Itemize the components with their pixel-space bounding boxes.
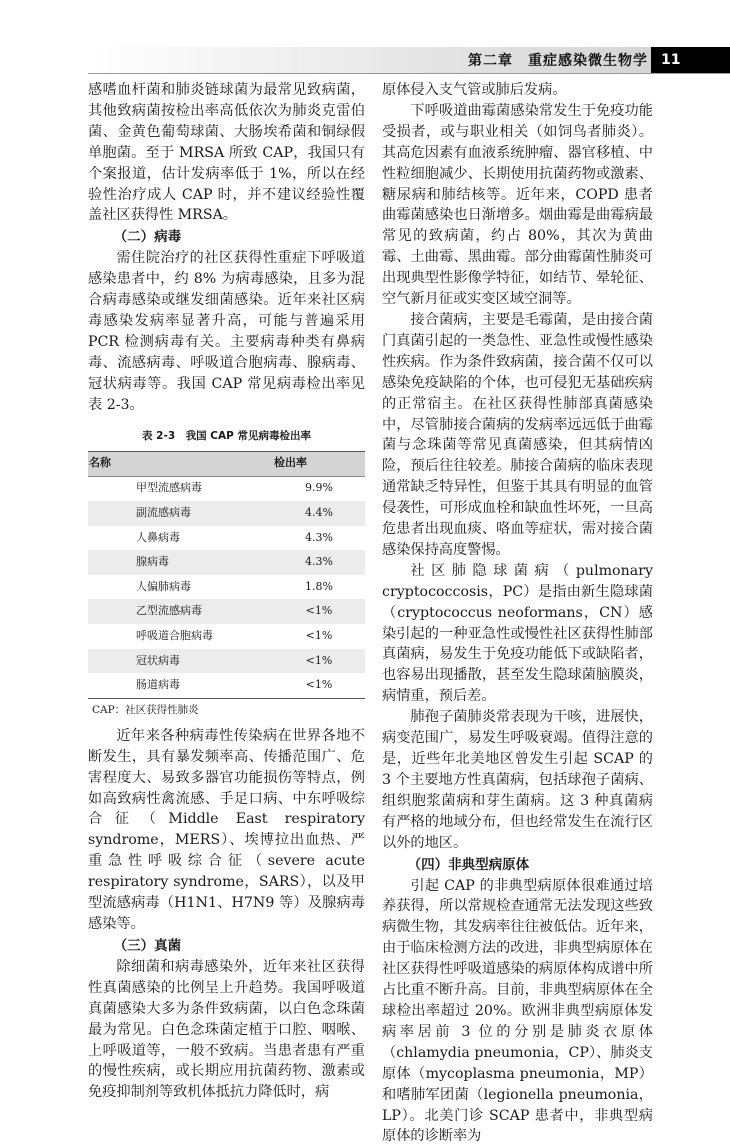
table-row bbox=[88, 550, 365, 575]
cryptococcosis-paragraph: 社区肺隐球菌病（pulmonary cryptococcosis，PC）是指由新生隐球菌（cryptococcus neoformans，CN）感染引起的一种亚急性或慢性社区获得性肺部真菌病，易发生于免疫功能低下或缺陷者，也容易出现播散，甚至发生隐球菌脑膜炎，病情重，预后差。 bbox=[382, 562, 653, 705]
table-row bbox=[88, 501, 365, 526]
header-rate: 检出率 bbox=[273, 451, 365, 476]
zygomycosis-paragraph: 接合菌病，主要是毛霉菌，是由接合菌门真菌引起的一类急性、亚急性或慢性感染性疾病。作为条件致病菌，接合菌不仅可以感染免疫缺陷的个体，也可侵犯无基础疾病的正常宿主。在社区获得性肺部真菌感染中，尽管肺接合菌病的发病率远远低于曲霉菌与念珠菌等常见真菌感染，但其病情凶险，预后往往较差。肺接合菌病的临床表现通常缺乏特异性，但鉴于其具有明显的血管侵袭性，可形成血栓和缺血性坏死，一旦高危患者出现血痰、咯血等症状，需对接合菌感染保持高度警惕。 bbox=[382, 311, 653, 558]
fungi-paragraph: 除细菌和病毒感染外，近年来社区获得性真菌感染的比例呈上升趋势。我国呼吸道真菌感染大多为条件致病菌，以白色念珠菌最为常见。白色念珠菌定植于口腔、咽喉、上呼吸道等，一般不致病。当患者患有严重的慢性疾病，或长期应用抗菌药物、激素或免疫抑制剂等致机体抵抗力降低时，病 bbox=[88, 958, 365, 1101]
table-row bbox=[88, 673, 365, 698]
chapter-title: 第二章 重症感染微生物学 bbox=[468, 53, 648, 69]
page-number: 11 bbox=[651, 47, 730, 73]
table-row bbox=[88, 476, 365, 501]
virus-name: 乙型流感病毒 bbox=[136, 604, 202, 618]
table-note: CAP：社区获得性肺炎 bbox=[92, 703, 199, 716]
detection-rate: <1% bbox=[305, 653, 333, 667]
table-caption: 表 2-3 我国 CAP 常见病毒检出率 bbox=[142, 429, 311, 442]
virus-detection-table bbox=[88, 451, 365, 699]
detection-rate: 9.9% bbox=[305, 481, 333, 495]
virus-name: 人鼻病毒 bbox=[136, 530, 180, 544]
section-heading-atypical: （四）非典型病原体 bbox=[407, 856, 530, 873]
virus-paragraph-2: 近年来各种病毒性传染病在世界各地不断发生，具有暴发频率高、传播范围广、危害程度大、易致多器官功能损伤等特点，例如高致病性禽流感、手足口病、中东呼吸综合征（Middle East respiratory syndrome，MERS）、埃博拉出血热、严重急性呼吸综合征（severe acute respiratory syndrome，SARS），以及甲型流感病毒（H1N1、H7N9 等）及腺病毒感染等。 bbox=[88, 727, 365, 932]
virus-name: 甲型流感病毒 bbox=[136, 481, 202, 495]
virus-name: 肠道病毒 bbox=[88, 673, 273, 698]
section-heading-virus: （二）病毒 bbox=[113, 229, 182, 246]
virus-name: 副流感病毒 bbox=[136, 505, 191, 519]
virus-name: 呼吸道合胞病毒 bbox=[136, 628, 213, 642]
virus-paragraph: 需住院治疗的社区获得性重症下呼吸道感染患者中，约 8% 为病毒感染，且多为混合病毒感染或继发细菌感染。近年来社区病毒感染发病率显著升高，可能与普遍采用 PCR 检测病毒有关。主要病毒种类有鼻病毒、流感病毒、呼吸道合胞病毒、腺病毒、冠状病毒等。我国 CAP 常见病毒检出率见表 2-3。 bbox=[88, 250, 365, 413]
detection-rate: 4.4% bbox=[305, 505, 333, 519]
table-row bbox=[88, 526, 365, 551]
aspergillus-paragraph: 下呼吸道曲霉菌感染常发生于免疫功能受损者，或与职业相关（如饲鸟者肺炎）。其高危因素有血液系统肿瘤、器官移植、中性粒细胞减少、长期使用抗菌药物或激素、糖尿病和肺结核等。近年来，COPD 患者曲霉菌感染也日渐增多。烟曲霉是曲霉病最常见的致病菌，约占 80%，其次为黄曲霉、土曲霉、黑曲霉。部分曲霉菌性肺炎可出现典型性影像学特征，如结节、晕轮征、空气新月征或实变区域空洞等。 bbox=[382, 102, 653, 308]
detection-rate: <1% bbox=[305, 628, 333, 642]
detection-rate: 4.3% bbox=[305, 530, 333, 544]
header-name: 名称 bbox=[88, 451, 273, 476]
detection-rate: <1% bbox=[305, 604, 333, 618]
virus-name: 冠状病毒 bbox=[136, 653, 180, 667]
table-row bbox=[88, 624, 365, 649]
table-row bbox=[88, 649, 365, 674]
virus-name: 人偏肺病毒 bbox=[136, 579, 191, 593]
table-row bbox=[88, 575, 365, 600]
detection-rate: 4.3% bbox=[305, 555, 333, 569]
atypical-paragraph: 引起 CAP 的非典型病原体很难通过培养获得，所以常规检查通常无法发现这些致病微生物，其发病率往往被低估。近年来，由于临床检测方法的改进，非典型病原体在社区获得性呼吸道感染的病原体构成谱中所占比重不断升高。目前，非典型病原体在全球检出率超过 20%。欧洲非典型病原体发病率居前 3 位的分别是肺炎衣原体（chlamydia pneumonia，CP）、肺炎支原体（mycoplasma pneumonia，MP）和嗜肺军团菌（legionella pneumonia，LP）。北美门诊 SCAP 患者中，非典型病原体的诊断率为 bbox=[382, 877, 653, 1145]
detection-rate: <1% bbox=[273, 673, 365, 698]
detection-rate: 1.8% bbox=[305, 579, 333, 593]
pneumocystis-paragraph: 肺孢子菌肺炎常表现为干咳，进展快，病变范围广，易发生呼吸衰竭。值得注意的是，近些年北美地区曾发生引起 SCAP 的 3 个主要地方性真菌病，包括球孢子菌病、组织胞浆菌病和芽生菌病。这 3 种真菌病有严格的地域分布，但也经常发生在流行区以外的地区。 bbox=[382, 709, 653, 851]
section-heading-fungi: （三）真菌 bbox=[113, 937, 182, 954]
table-row bbox=[88, 599, 365, 624]
virus-name: 腺病毒 bbox=[136, 555, 169, 569]
left-column bbox=[88, 80, 365, 1103]
continuation-paragraph: 原体侵入支气管或肺后发病。 bbox=[382, 82, 567, 98]
intro-paragraph: 感嗜血杆菌和肺炎链球菌为最常见致病菌，其他致病菌按检出率高低依次为肺炎克雷伯菌、金黄色葡萄球菌、大肠埃希菌和铜绿假单胞菌。至于 MRSA 所致 CAP，我国只有个案报道，估计发病率低于 1%，所以在经验性治疗成人 CAP 时，并不建议经验性覆盖社区获得性 MRSA。 bbox=[88, 82, 365, 224]
table-header-row bbox=[88, 451, 365, 476]
right-column bbox=[382, 80, 653, 1147]
